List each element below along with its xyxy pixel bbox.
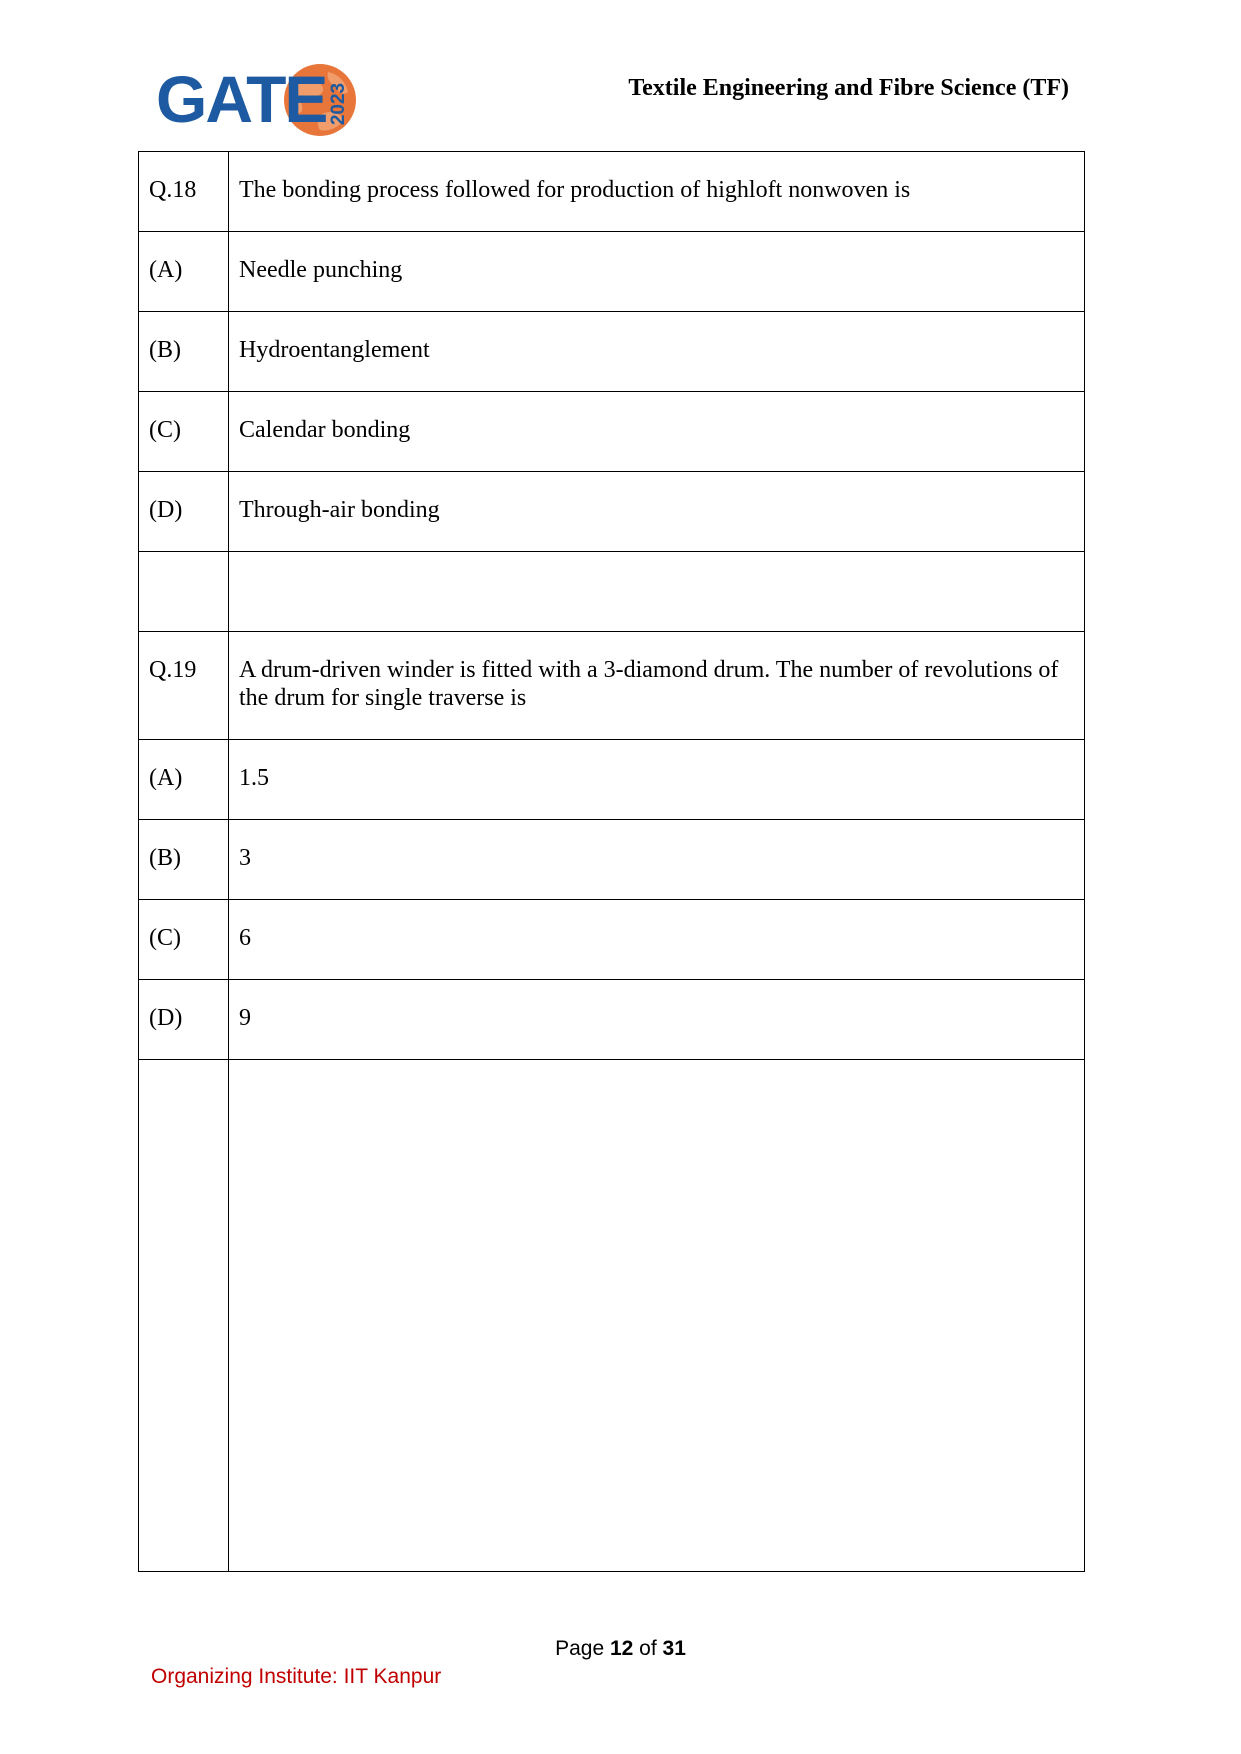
- page-current: 12: [609, 1637, 634, 1660]
- option-row: [139, 740, 1085, 820]
- subject-title: Textile Engineering and Fibre Science (TF): [628, 75, 1069, 101]
- logo-wordmark: GATE: [156, 62, 327, 136]
- empty-cell: [139, 1060, 229, 1572]
- option-row: [139, 312, 1085, 392]
- question-table: [138, 151, 1085, 1572]
- option-text: 9: [229, 980, 1085, 1060]
- empty-cell: [229, 1060, 1085, 1572]
- empty-cell: [229, 552, 1085, 632]
- question-number: Q.19: [139, 632, 229, 740]
- option-label: (C): [139, 900, 229, 980]
- option-text: Through-air bonding: [229, 472, 1085, 552]
- option-label: (B): [139, 820, 229, 900]
- question-text: A drum-driven winder is fitted with a 3-diamond drum. The number of revolutions of the drum for single traverse is: [229, 632, 1085, 740]
- question-row: [139, 152, 1085, 232]
- gate-logo: [156, 60, 356, 140]
- spacer-row: [139, 552, 1085, 632]
- page-of: of: [633, 1637, 663, 1660]
- spacer-row: [139, 1060, 1085, 1572]
- option-row: [139, 392, 1085, 472]
- option-row: [139, 232, 1085, 312]
- logo-year: 2023: [328, 82, 349, 126]
- question-text: The bonding process followed for production of highloft nonwoven is: [229, 152, 1085, 232]
- option-label: (D): [139, 980, 229, 1060]
- option-text: 1.5: [229, 740, 1085, 820]
- option-text: Needle punching: [229, 232, 1085, 312]
- option-text: 3: [229, 820, 1085, 900]
- organizer-text: Organizing Institute: IIT Kanpur: [151, 1665, 442, 1688]
- option-label: (B): [139, 312, 229, 392]
- option-label: (A): [139, 740, 229, 820]
- option-row: [139, 472, 1085, 552]
- option-row: [139, 980, 1085, 1060]
- option-label: (C): [139, 392, 229, 472]
- empty-cell: [139, 552, 229, 632]
- option-label: (D): [139, 472, 229, 552]
- question-row: [139, 632, 1085, 740]
- option-row: [139, 820, 1085, 900]
- option-text: Hydroentanglement: [229, 312, 1085, 392]
- page-total: 31: [662, 1637, 686, 1660]
- option-text: 6: [229, 900, 1085, 980]
- question-number: Q.18: [139, 152, 229, 232]
- page-number: [0, 1637, 1241, 1661]
- option-label: (A): [139, 232, 229, 312]
- option-text: Calendar bonding: [229, 392, 1085, 472]
- page-prefix: Page: [555, 1637, 610, 1660]
- option-row: [139, 900, 1085, 980]
